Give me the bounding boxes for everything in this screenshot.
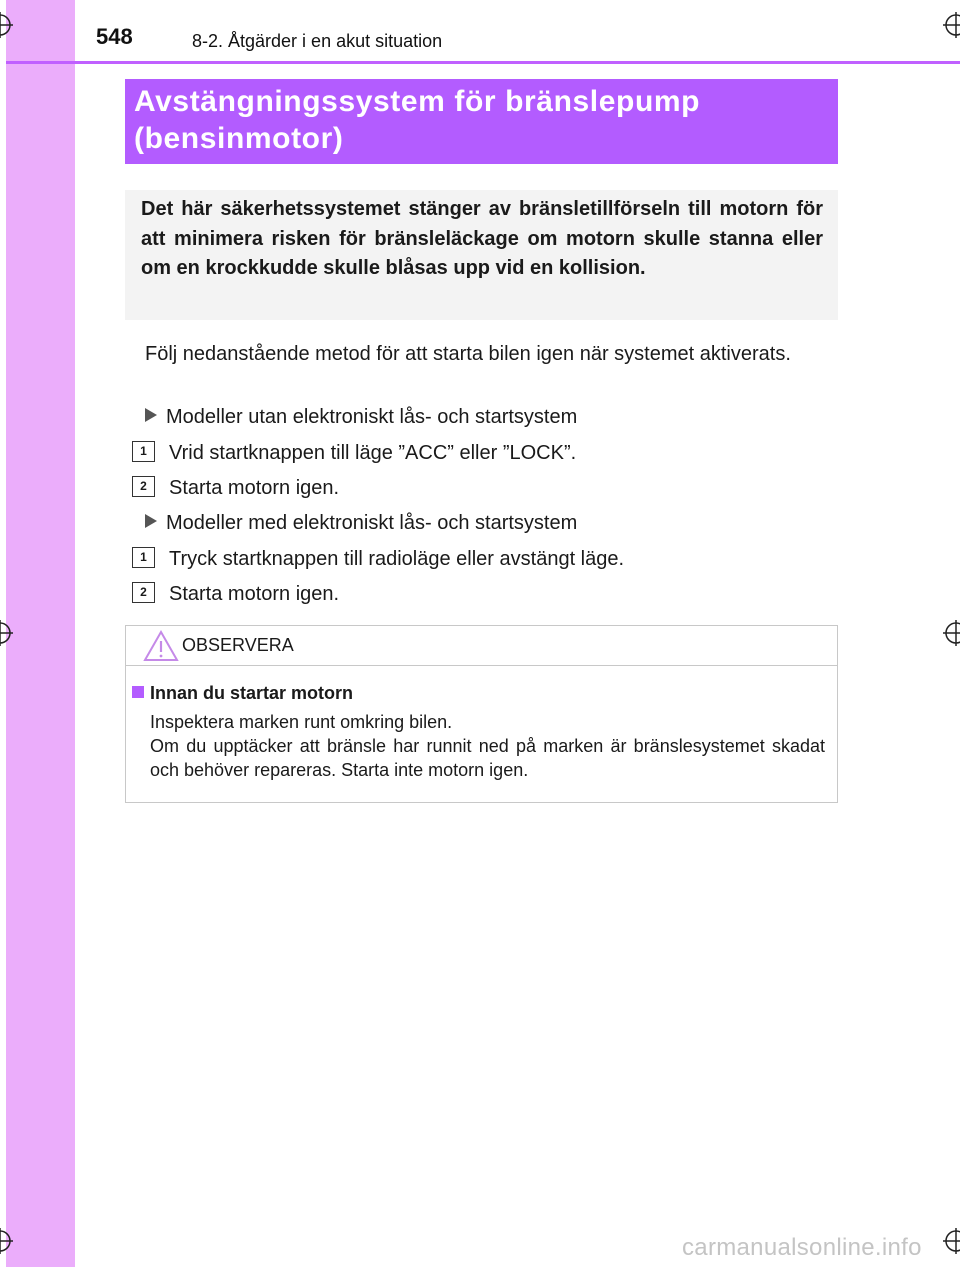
header-rule — [6, 61, 960, 64]
heading-line-2: (bensinmotor) — [134, 122, 344, 155]
subheading-text: Modeller utan elektroniskt lås- och startsystem — [166, 406, 578, 428]
intro-text: Det här säkerhetssystemet stänger av bränsletillförseln till motorn för att minimera risken för bränsleläckage om motorn skulle stanna eller om en krockkudde skulle blåsas upp vid en kollision. — [141, 198, 823, 279]
warning-line-1: Inspektera marken runt omkring bilen. — [150, 712, 453, 732]
registration-mark-icon — [943, 1228, 960, 1254]
triangle-bullet-icon — [145, 408, 157, 422]
warning-line-2: Om du upptäcker att bränsle har runnit ned på marken är bränslesystemet skadat och behöver repareras. Starta inte motorn igen. — [150, 736, 825, 780]
step-text: Tryck startknappen till radioläge eller avstängt läge. — [169, 548, 625, 570]
body-paragraph: Följ nedanstående metod för att starta bilen igen när systemet aktiverats. — [145, 343, 791, 365]
intro-box — [125, 190, 838, 320]
heading-line-1: Avstängningssystem för bränslepump — [134, 85, 701, 118]
step-number-badge: 2 — [132, 476, 155, 497]
registration-mark-icon — [0, 620, 13, 646]
heading-banner — [125, 79, 838, 164]
step-number-badge: 1 — [132, 547, 155, 568]
step-number-badge: 2 — [132, 582, 155, 603]
warning-title — [132, 683, 353, 704]
watermark: carmanualsonline.info — [682, 1234, 922, 1261]
warning-triangle-icon — [143, 630, 179, 667]
registration-mark-icon — [0, 1228, 13, 1254]
registration-mark-icon — [943, 620, 960, 646]
warning-label: OBSERVERA — [182, 635, 294, 655]
warning-box — [125, 625, 838, 803]
square-bullet-icon — [132, 686, 144, 698]
warning-body — [150, 710, 825, 782]
step-text: Starta motorn igen. — [169, 477, 340, 499]
step-number-badge: 1 — [132, 441, 155, 462]
subheading-text: Modeller med elektroniskt lås- och startsystem — [166, 512, 578, 534]
step-text: Starta motorn igen. — [169, 583, 340, 605]
triangle-bullet-icon — [145, 514, 157, 528]
registration-mark-icon — [943, 12, 960, 38]
step-text: Vrid startknappen till läge ”ACC” eller ”LOCK”. — [169, 442, 577, 464]
warning-header — [126, 626, 837, 666]
registration-mark-icon — [0, 12, 13, 38]
section-title: 8-2. Åtgärder i en akut situation — [192, 31, 443, 51]
page-number: 548 — [96, 24, 133, 49]
page-heading — [134, 83, 830, 157]
warning-title-text: Innan du startar motorn — [150, 683, 354, 703]
subheading-group-2 — [145, 510, 577, 536]
subheading-group-1 — [145, 404, 577, 430]
